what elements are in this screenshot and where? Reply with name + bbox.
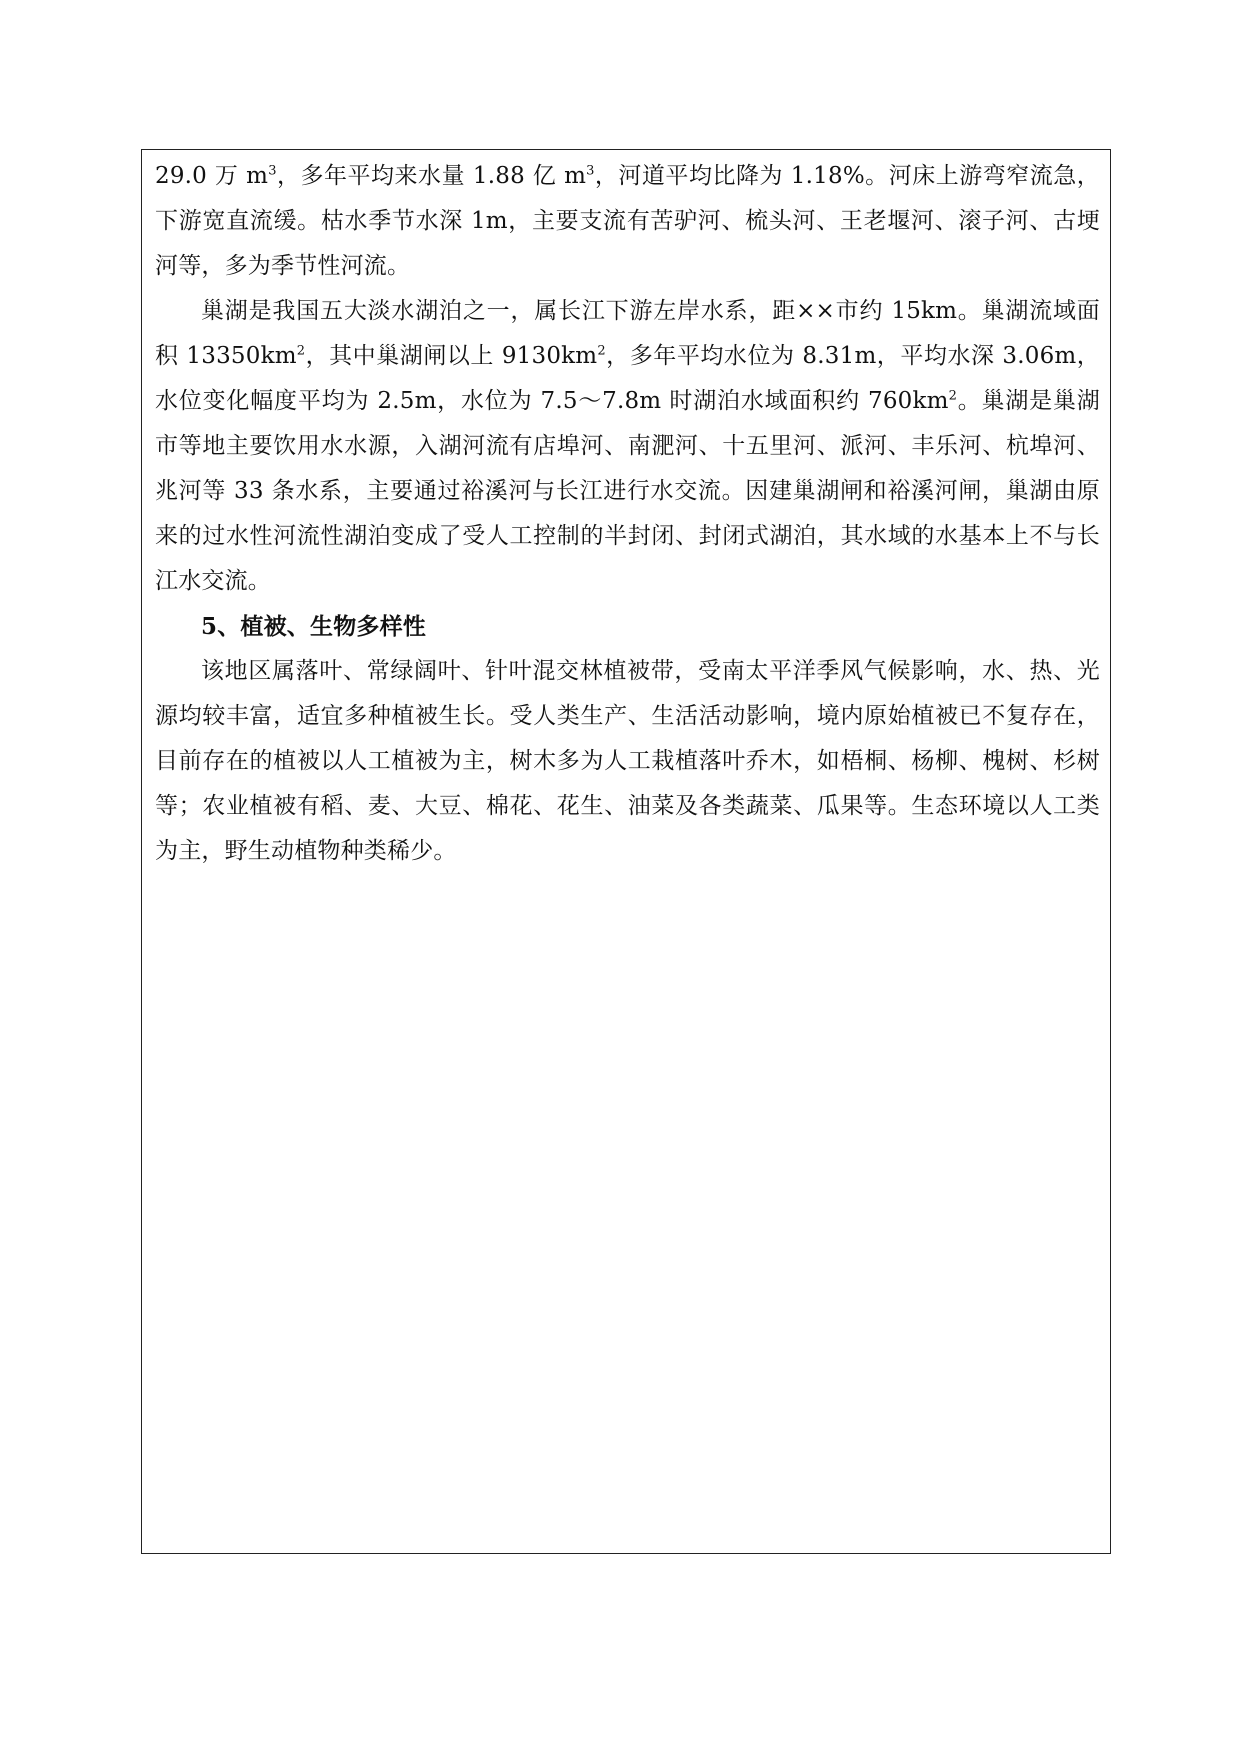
superscript: 2 <box>597 343 606 359</box>
text-segment: ，多年平均水位为 8.31m，平均水深 3.06m，水位变化幅度平均为 2.5m，水位为 7.5～7.8m 时湖泊水域面积约 760km <box>155 343 1100 414</box>
text-segment: 巢湖是我国五大淡水湖泊之一，属长江下游左岸水系，距××市约 15km。巢湖流域面积 13350km <box>155 298 1100 369</box>
text-segment: 29.0 万 m <box>155 163 269 189</box>
superscript: 3 <box>586 163 595 179</box>
text-segment: ，多年平均来水量 1.88 亿 m <box>276 163 587 189</box>
text-segment: 。巢湖是巢湖市等地主要饮用水水源，入湖河流有店埠河、南淝河、十五里河、派河、丰乐河、杭埠河、兆河等 33 条水系，主要通过裕溪河与长江进行水交流。因建巢湖闸和裕溪河闸，巢湖由原来的过水性河流性湖泊变成了受人工控制的半封闭、封闭式湖泊，其水域的水基本上不与长江水交流。 <box>155 388 1100 594</box>
document-body <box>155 154 1100 874</box>
hydrology-paragraph-river <box>155 154 1100 289</box>
text-segment: ，其中巢湖闸以上 9130km <box>305 343 598 369</box>
superscript: 3 <box>268 163 277 179</box>
hydrology-paragraph-lake <box>155 289 1100 604</box>
superscript: 2 <box>948 388 958 404</box>
vegetation-paragraph: 该地区属落叶、常绿阔叶、针叶混交林植被带，受南太平洋季风气候影响，水、热、光源均较丰富，适宜多种植被生长。受人类生产、生活活动影响，境内原始植被已不复存在，目前存在的植被以人工植被为主，树木多为人工栽植落叶乔木，如梧桐、杨柳、槐树、杉树等；农业植被有稻、麦、大豆、棉花、花生、油菜及各类蔬菜、瓜果等。生态环境以人工类为主，野生动植物种类稀少。 <box>155 658 1100 864</box>
section-heading-vegetation: 5、植被、生物多样性 <box>201 613 427 640</box>
superscript: 2 <box>296 343 306 359</box>
text-segment: ，河道平均比降为 1.18%。河床上游弯窄流急，下游宽直流缓。枯水季节水深 1m，主要支流有苦驴河、梳头河、王老堰河、滚子河、古埂河等，多为季节性河流。 <box>155 163 1100 279</box>
